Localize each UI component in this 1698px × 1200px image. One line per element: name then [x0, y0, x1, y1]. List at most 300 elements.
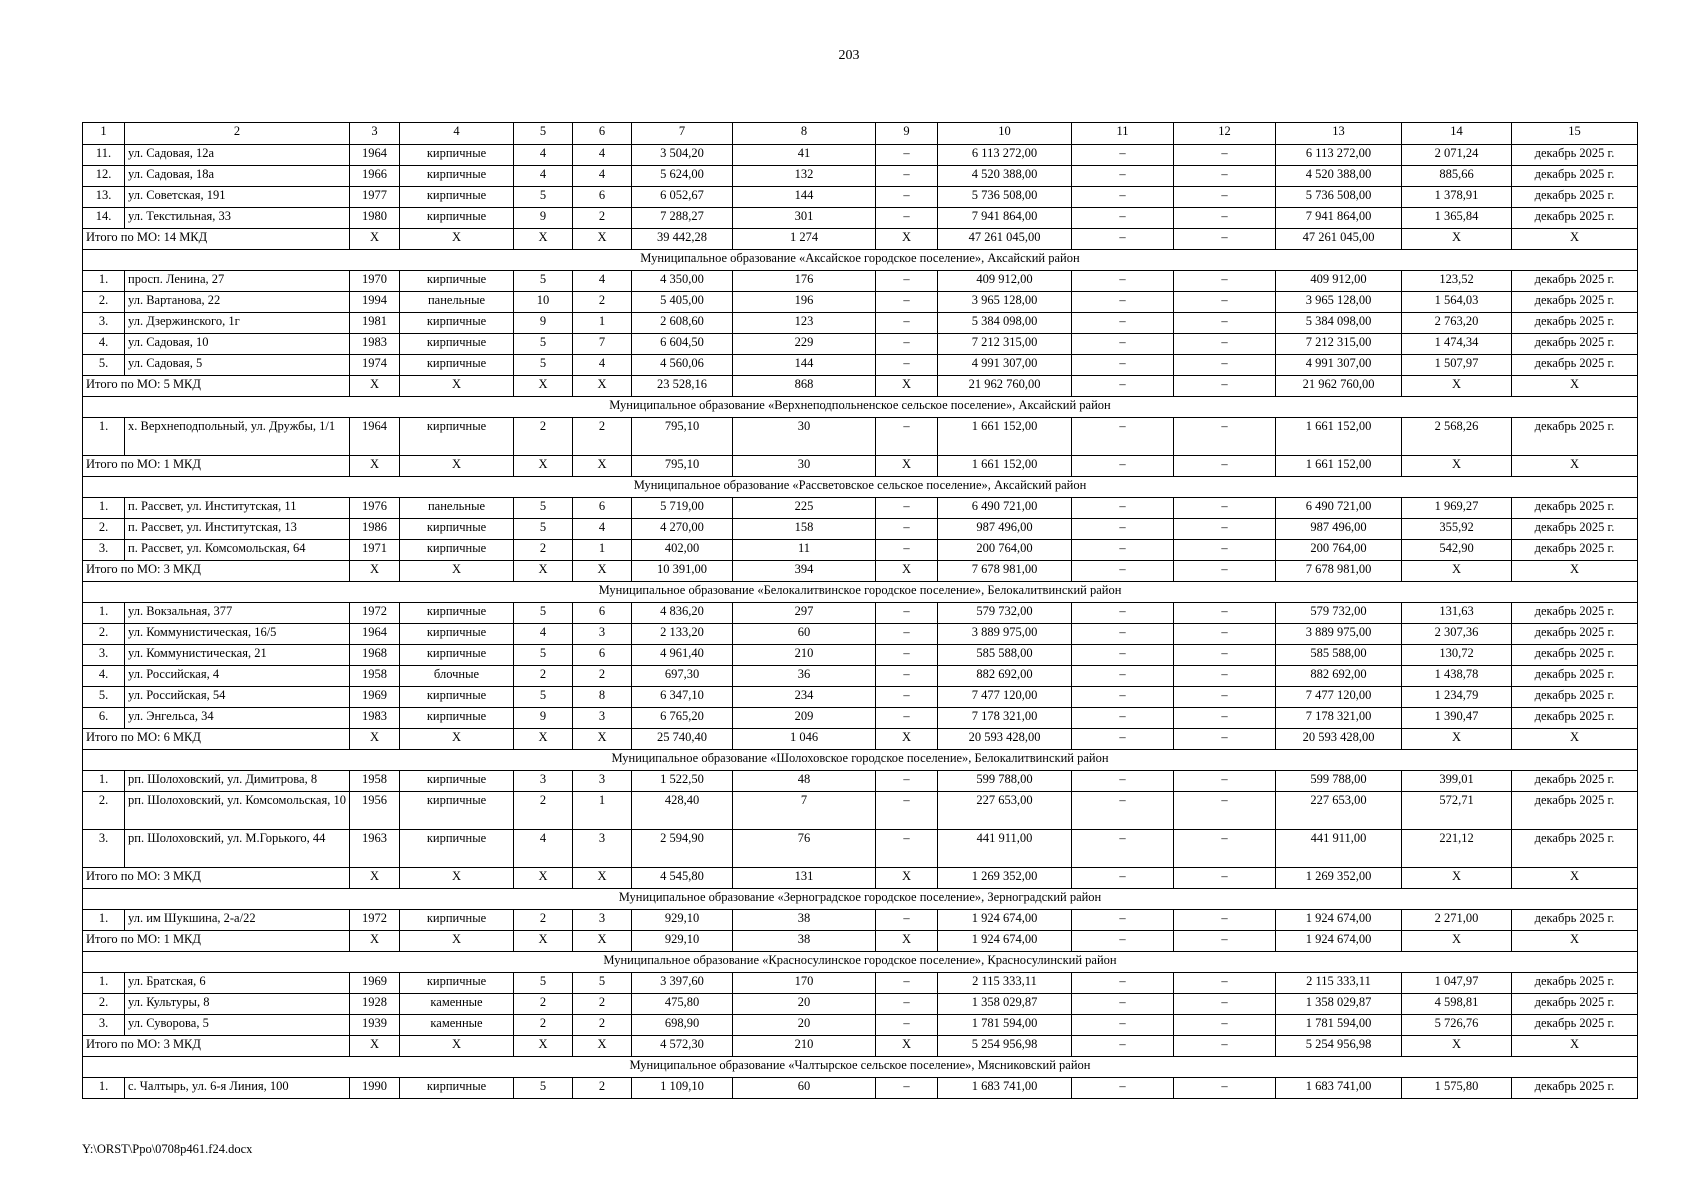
- table-cell: X: [876, 729, 938, 750]
- table-cell: –: [1072, 313, 1174, 334]
- table-cell: 14.: [83, 208, 125, 229]
- table-cell: 30: [733, 456, 876, 477]
- table-cell: 7 678 981,00: [938, 561, 1072, 582]
- table-cell: 1928: [350, 994, 400, 1015]
- table-cell: –: [876, 166, 938, 187]
- table-cell: 5.: [83, 687, 125, 708]
- table-cell: 1994: [350, 292, 400, 313]
- total-label: Итого по МО: 6 МКД: [83, 729, 350, 750]
- table-cell: 7 288,27: [632, 208, 733, 229]
- table-row: [83, 666, 1638, 687]
- table-cell: 1964: [350, 145, 400, 166]
- table-cell: 4 991 307,00: [938, 355, 1072, 376]
- table-cell: X: [400, 561, 514, 582]
- table-cell: X: [573, 376, 632, 397]
- total-label: Итого по МО: 3 МКД: [83, 1036, 350, 1057]
- table-cell: 2 594,90: [632, 830, 733, 868]
- table-cell: декабрь 2025 г.: [1512, 145, 1638, 166]
- table-cell: 1969: [350, 973, 400, 994]
- table-cell: X: [514, 229, 573, 250]
- table-cell: 1 109,10: [632, 1078, 733, 1099]
- table-cell: 225: [733, 498, 876, 519]
- table-cell: декабрь 2025 г.: [1512, 1015, 1638, 1036]
- table-cell: 48: [733, 771, 876, 792]
- table-cell: 1: [573, 792, 632, 830]
- table-cell: –: [1072, 771, 1174, 792]
- table-cell: панельные: [400, 498, 514, 519]
- table-cell: –: [876, 666, 938, 687]
- table-cell: 1974: [350, 355, 400, 376]
- table-cell: 3: [573, 771, 632, 792]
- table-cell: –: [1072, 910, 1174, 931]
- table-cell: –: [1072, 229, 1174, 250]
- table-cell: –: [1174, 1078, 1276, 1099]
- table-cell: 2 115 333,11: [938, 973, 1072, 994]
- table-cell: 5 384 098,00: [938, 313, 1072, 334]
- table-cell: –: [1072, 187, 1174, 208]
- table-row: [83, 355, 1638, 376]
- table-cell: 3.: [83, 645, 125, 666]
- table-cell: 6 113 272,00: [1276, 145, 1402, 166]
- table-cell: –: [876, 208, 938, 229]
- table-cell: –: [876, 418, 938, 456]
- table-cell: 3 965 128,00: [1276, 292, 1402, 313]
- table-cell: 7 477 120,00: [938, 687, 1072, 708]
- table-cell: декабрь 2025 г.: [1512, 540, 1638, 561]
- table-cell: 4 520 388,00: [1276, 166, 1402, 187]
- table-cell: –: [1072, 540, 1174, 561]
- table-cell: 4 520 388,00: [938, 166, 1072, 187]
- table-cell: декабрь 2025 г.: [1512, 624, 1638, 645]
- table-cell: X: [1402, 729, 1512, 750]
- table-cell: 2 271,00: [1402, 910, 1512, 931]
- address-cell: п. Рассвет, ул. Институтская, 11: [125, 498, 350, 519]
- table-cell: 7 678 981,00: [1276, 561, 1402, 582]
- table-cell: 5 736 508,00: [1276, 187, 1402, 208]
- table-cell: 123: [733, 313, 876, 334]
- table-cell: декабрь 2025 г.: [1512, 973, 1638, 994]
- address-cell: ул. Вокзальная, 377: [125, 603, 350, 624]
- table-cell: 5 726,76: [1402, 1015, 1512, 1036]
- table-cell: –: [1174, 687, 1276, 708]
- table-cell: 1 924 674,00: [1276, 910, 1402, 931]
- table-cell: X: [350, 456, 400, 477]
- table-cell: кирпичные: [400, 208, 514, 229]
- table-cell: –: [876, 145, 938, 166]
- table-cell: 38: [733, 910, 876, 931]
- table-cell: –: [1174, 208, 1276, 229]
- table-cell: X: [514, 931, 573, 952]
- table-row: [83, 313, 1638, 334]
- table-cell: 7 941 864,00: [938, 208, 1072, 229]
- table-cell: –: [1174, 166, 1276, 187]
- table-cell: 2 307,36: [1402, 624, 1512, 645]
- table-cell: –: [1072, 666, 1174, 687]
- table-cell: 1 924 674,00: [938, 931, 1072, 952]
- municipality-total-row: [83, 456, 1638, 477]
- table-cell: X: [573, 1036, 632, 1057]
- table-cell: 4 572,30: [632, 1036, 733, 1057]
- table-cell: 2.: [83, 994, 125, 1015]
- table-cell: X: [400, 456, 514, 477]
- table-row: [83, 519, 1638, 540]
- table-cell: 1939: [350, 1015, 400, 1036]
- table-cell: –: [1072, 830, 1174, 868]
- table-cell: декабрь 2025 г.: [1512, 910, 1638, 931]
- table-cell: 20: [733, 1015, 876, 1036]
- table-cell: 6: [573, 498, 632, 519]
- table-cell: 1 564,03: [1402, 292, 1512, 313]
- table-cell: 2: [573, 1015, 632, 1036]
- table-cell: X: [350, 729, 400, 750]
- table-cell: 428,40: [632, 792, 733, 830]
- table-cell: –: [1174, 313, 1276, 334]
- table-cell: декабрь 2025 г.: [1512, 187, 1638, 208]
- table-cell: 1 781 594,00: [938, 1015, 1072, 1036]
- table-cell: 1.: [83, 910, 125, 931]
- table-cell: 1 474,34: [1402, 334, 1512, 355]
- table-cell: декабрь 2025 г.: [1512, 603, 1638, 624]
- table-cell: кирпичные: [400, 313, 514, 334]
- column-number-header: 10: [938, 123, 1072, 145]
- table-cell: –: [876, 519, 938, 540]
- table-cell: 1 358 029,87: [938, 994, 1072, 1015]
- table-cell: X: [1512, 561, 1638, 582]
- table-cell: –: [876, 645, 938, 666]
- municipality-group-row: [83, 582, 1638, 603]
- table-cell: 4: [514, 830, 573, 868]
- column-number-header: 13: [1276, 123, 1402, 145]
- table-cell: 2 568,26: [1402, 418, 1512, 456]
- table-cell: 5.: [83, 355, 125, 376]
- table-cell: X: [876, 1036, 938, 1057]
- table-cell: –: [876, 355, 938, 376]
- table-cell: 697,30: [632, 666, 733, 687]
- table-cell: 1 269 352,00: [938, 868, 1072, 889]
- table-row: [83, 145, 1638, 166]
- total-label: Итого по МО: 3 МКД: [83, 868, 350, 889]
- table-cell: 2: [514, 910, 573, 931]
- table-cell: 1 046: [733, 729, 876, 750]
- address-cell: ул. Братская, 6: [125, 973, 350, 994]
- table-cell: 2 763,20: [1402, 313, 1512, 334]
- table-cell: X: [1512, 868, 1638, 889]
- table-cell: 2 133,20: [632, 624, 733, 645]
- table-cell: 7: [733, 792, 876, 830]
- municipality-group-row: [83, 1057, 1638, 1078]
- table-row: [83, 418, 1638, 456]
- table-cell: 21 962 760,00: [1276, 376, 1402, 397]
- table-row: [83, 334, 1638, 355]
- table-cell: 1 661 152,00: [938, 418, 1072, 456]
- file-path-footer: Y:\ORST\Ppo\0708p461.f24.docx: [82, 1142, 253, 1156]
- table-header-row: [83, 123, 1638, 145]
- table-cell: 6: [573, 603, 632, 624]
- table-cell: 1 661 152,00: [1276, 456, 1402, 477]
- table-cell: 402,00: [632, 540, 733, 561]
- table-cell: 1.: [83, 1078, 125, 1099]
- table-cell: –: [1174, 729, 1276, 750]
- municipality-total-row: [83, 931, 1638, 952]
- table-cell: 2: [573, 1078, 632, 1099]
- table-cell: 229: [733, 334, 876, 355]
- table-cell: 144: [733, 187, 876, 208]
- column-number-header: 1: [83, 123, 125, 145]
- table-cell: 2.: [83, 519, 125, 540]
- table-cell: 39 442,28: [632, 229, 733, 250]
- table-cell: 196: [733, 292, 876, 313]
- table-cell: –: [1174, 931, 1276, 952]
- table-cell: –: [1174, 145, 1276, 166]
- table-cell: декабрь 2025 г.: [1512, 1078, 1638, 1099]
- table-cell: X: [400, 868, 514, 889]
- table-cell: 3: [573, 708, 632, 729]
- address-cell: ул. Текстильная, 33: [125, 208, 350, 229]
- table-cell: 4.: [83, 334, 125, 355]
- table-cell: 227 653,00: [938, 792, 1072, 830]
- table-cell: –: [1072, 498, 1174, 519]
- table-cell: 144: [733, 355, 876, 376]
- table-cell: –: [1072, 418, 1174, 456]
- table-row: [83, 292, 1638, 313]
- table-cell: –: [876, 792, 938, 830]
- table-cell: X: [514, 1036, 573, 1057]
- table-cell: –: [1072, 645, 1174, 666]
- table-cell: –: [1174, 187, 1276, 208]
- municipality-group-row: [83, 889, 1638, 910]
- table-cell: 1 507,97: [1402, 355, 1512, 376]
- table-row: [83, 166, 1638, 187]
- column-number-header: 15: [1512, 123, 1638, 145]
- table-cell: X: [573, 229, 632, 250]
- table-cell: кирпичные: [400, 645, 514, 666]
- table-cell: –: [1072, 208, 1174, 229]
- table-row: [83, 708, 1638, 729]
- table-cell: 4: [514, 624, 573, 645]
- address-cell: рп. Шолоховский, ул. Димитрова, 8: [125, 771, 350, 792]
- table-cell: X: [400, 1036, 514, 1057]
- table-cell: –: [1174, 1015, 1276, 1036]
- table-row: [83, 910, 1638, 931]
- table-cell: 882 692,00: [1276, 666, 1402, 687]
- table-cell: декабрь 2025 г.: [1512, 355, 1638, 376]
- table-row: [83, 498, 1638, 519]
- table-cell: декабрь 2025 г.: [1512, 771, 1638, 792]
- table-cell: 10 391,00: [632, 561, 733, 582]
- table-cell: 5 254 956,98: [938, 1036, 1072, 1057]
- table-cell: –: [1072, 145, 1174, 166]
- table-cell: декабрь 2025 г.: [1512, 687, 1638, 708]
- table-cell: –: [1174, 708, 1276, 729]
- table-cell: 885,66: [1402, 166, 1512, 187]
- address-cell: ул. Культуры, 8: [125, 994, 350, 1015]
- table-cell: 5: [514, 334, 573, 355]
- total-label: Итого по МО: 1 МКД: [83, 456, 350, 477]
- table-cell: кирпичные: [400, 708, 514, 729]
- table-cell: 41: [733, 145, 876, 166]
- table-cell: X: [1512, 376, 1638, 397]
- table-cell: каменные: [400, 994, 514, 1015]
- table-cell: X: [514, 456, 573, 477]
- table-cell: 1966: [350, 166, 400, 187]
- table-cell: 3: [514, 771, 573, 792]
- table-cell: X: [514, 561, 573, 582]
- municipality-title: Муниципальное образование «Верхнеподпольненское сельское поселение», Аксайский район: [83, 397, 1638, 418]
- table-cell: 5: [514, 498, 573, 519]
- table-cell: 5 736 508,00: [938, 187, 1072, 208]
- table-cell: 4 270,00: [632, 519, 733, 540]
- table-cell: 200 764,00: [1276, 540, 1402, 561]
- table-cell: 4: [514, 145, 573, 166]
- table-cell: X: [514, 376, 573, 397]
- table-cell: 6 490 721,00: [938, 498, 1072, 519]
- table-cell: 3.: [83, 540, 125, 561]
- table-cell: –: [1174, 456, 1276, 477]
- table-cell: 1.: [83, 418, 125, 456]
- table-cell: 6 113 272,00: [938, 145, 1072, 166]
- table-cell: декабрь 2025 г.: [1512, 271, 1638, 292]
- table-cell: 868: [733, 376, 876, 397]
- table-cell: –: [1174, 561, 1276, 582]
- table-cell: кирпичные: [400, 603, 514, 624]
- table-cell: 5 719,00: [632, 498, 733, 519]
- column-number-header: 4: [400, 123, 514, 145]
- table-cell: 4: [514, 166, 573, 187]
- address-cell: ул. Коммунистическая, 16/5: [125, 624, 350, 645]
- table-cell: X: [350, 931, 400, 952]
- table-cell: кирпичные: [400, 830, 514, 868]
- table-cell: 795,10: [632, 418, 733, 456]
- table-row: [83, 540, 1638, 561]
- table-cell: –: [876, 334, 938, 355]
- table-cell: 1969: [350, 687, 400, 708]
- table-cell: –: [1174, 418, 1276, 456]
- table-cell: 795,10: [632, 456, 733, 477]
- table-cell: декабрь 2025 г.: [1512, 519, 1638, 540]
- table-row: [83, 187, 1638, 208]
- table-cell: 1971: [350, 540, 400, 561]
- address-cell: ул. им Шукшина, 2-а/22: [125, 910, 350, 931]
- table-cell: декабрь 2025 г.: [1512, 334, 1638, 355]
- table-row: [83, 687, 1638, 708]
- address-cell: ул. Садовая, 5: [125, 355, 350, 376]
- table-cell: 1 661 152,00: [938, 456, 1072, 477]
- table-cell: 5: [514, 1078, 573, 1099]
- table-cell: 2 115 333,11: [1276, 973, 1402, 994]
- table-cell: 130,72: [1402, 645, 1512, 666]
- table-row: [83, 208, 1638, 229]
- address-cell: ул. Садовая, 10: [125, 334, 350, 355]
- table-cell: X: [573, 868, 632, 889]
- table-cell: кирпичные: [400, 1078, 514, 1099]
- table-cell: 10: [514, 292, 573, 313]
- table-cell: 36: [733, 666, 876, 687]
- table-cell: 1.: [83, 603, 125, 624]
- table-cell: –: [876, 973, 938, 994]
- table-cell: 3 889 975,00: [938, 624, 1072, 645]
- table-cell: 6 347,10: [632, 687, 733, 708]
- municipality-title: Муниципальное образование «Зерноградское городское поселение», Зерноградский район: [83, 889, 1638, 910]
- table-cell: 4 545,80: [632, 868, 733, 889]
- table-cell: декабрь 2025 г.: [1512, 994, 1638, 1015]
- table-cell: X: [876, 868, 938, 889]
- total-label: Итого по МО: 14 МКД: [83, 229, 350, 250]
- table-cell: –: [1072, 931, 1174, 952]
- table-cell: 221,12: [1402, 830, 1512, 868]
- table-cell: 23 528,16: [632, 376, 733, 397]
- table-cell: 2: [573, 994, 632, 1015]
- total-label: Итого по МО: 1 МКД: [83, 931, 350, 952]
- table-cell: 20 593 428,00: [1276, 729, 1402, 750]
- table-cell: 5 624,00: [632, 166, 733, 187]
- table-cell: 4 598,81: [1402, 994, 1512, 1015]
- table-cell: 9: [514, 708, 573, 729]
- table-cell: –: [1072, 792, 1174, 830]
- table-cell: X: [350, 376, 400, 397]
- table-cell: 1968: [350, 645, 400, 666]
- address-cell: рп. Шолоховский, ул. Комсомольская, 10: [125, 792, 350, 830]
- municipality-total-row: [83, 376, 1638, 397]
- table-cell: 1963: [350, 830, 400, 868]
- table-cell: кирпичные: [400, 624, 514, 645]
- table-cell: 3: [573, 830, 632, 868]
- table-cell: 5 254 956,98: [1276, 1036, 1402, 1057]
- table-cell: кирпичные: [400, 166, 514, 187]
- table-cell: 210: [733, 1036, 876, 1057]
- table-cell: 6 604,50: [632, 334, 733, 355]
- table-cell: 2: [514, 666, 573, 687]
- table-cell: X: [350, 561, 400, 582]
- table-cell: X: [1512, 456, 1638, 477]
- table-cell: 3 965 128,00: [938, 292, 1072, 313]
- table-cell: 4: [573, 519, 632, 540]
- table-cell: –: [876, 498, 938, 519]
- table-cell: X: [1402, 456, 1512, 477]
- table-cell: 1964: [350, 624, 400, 645]
- municipality-title: Муниципальное образование «Рассветовское сельское поселение», Аксайский район: [83, 477, 1638, 498]
- table-cell: X: [350, 1036, 400, 1057]
- table-cell: –: [1072, 355, 1174, 376]
- table-row: [83, 973, 1638, 994]
- municipality-total-row: [83, 868, 1638, 889]
- table-cell: X: [350, 868, 400, 889]
- table-cell: –: [876, 271, 938, 292]
- table-cell: 599 788,00: [1276, 771, 1402, 792]
- table-cell: кирпичные: [400, 334, 514, 355]
- table-cell: 1.: [83, 498, 125, 519]
- table-cell: декабрь 2025 г.: [1512, 292, 1638, 313]
- table-cell: 6: [573, 187, 632, 208]
- table-cell: 599 788,00: [938, 771, 1072, 792]
- table-cell: 585 588,00: [1276, 645, 1402, 666]
- table-cell: 11: [733, 540, 876, 561]
- table-cell: 2: [514, 792, 573, 830]
- table-cell: 441 911,00: [1276, 830, 1402, 868]
- municipality-group-row: [83, 952, 1638, 973]
- table-cell: 2.: [83, 624, 125, 645]
- table-cell: декабрь 2025 г.: [1512, 166, 1638, 187]
- table-cell: 227 653,00: [1276, 792, 1402, 830]
- table-cell: 60: [733, 624, 876, 645]
- municipality-total-row: [83, 729, 1638, 750]
- table-cell: 9: [514, 313, 573, 334]
- table-cell: 176: [733, 271, 876, 292]
- municipality-title: Муниципальное образование «Аксайское городское поселение», Аксайский район: [83, 250, 1638, 271]
- table-cell: 7: [573, 334, 632, 355]
- table-cell: X: [400, 729, 514, 750]
- table-cell: 3.: [83, 313, 125, 334]
- table-cell: X: [876, 931, 938, 952]
